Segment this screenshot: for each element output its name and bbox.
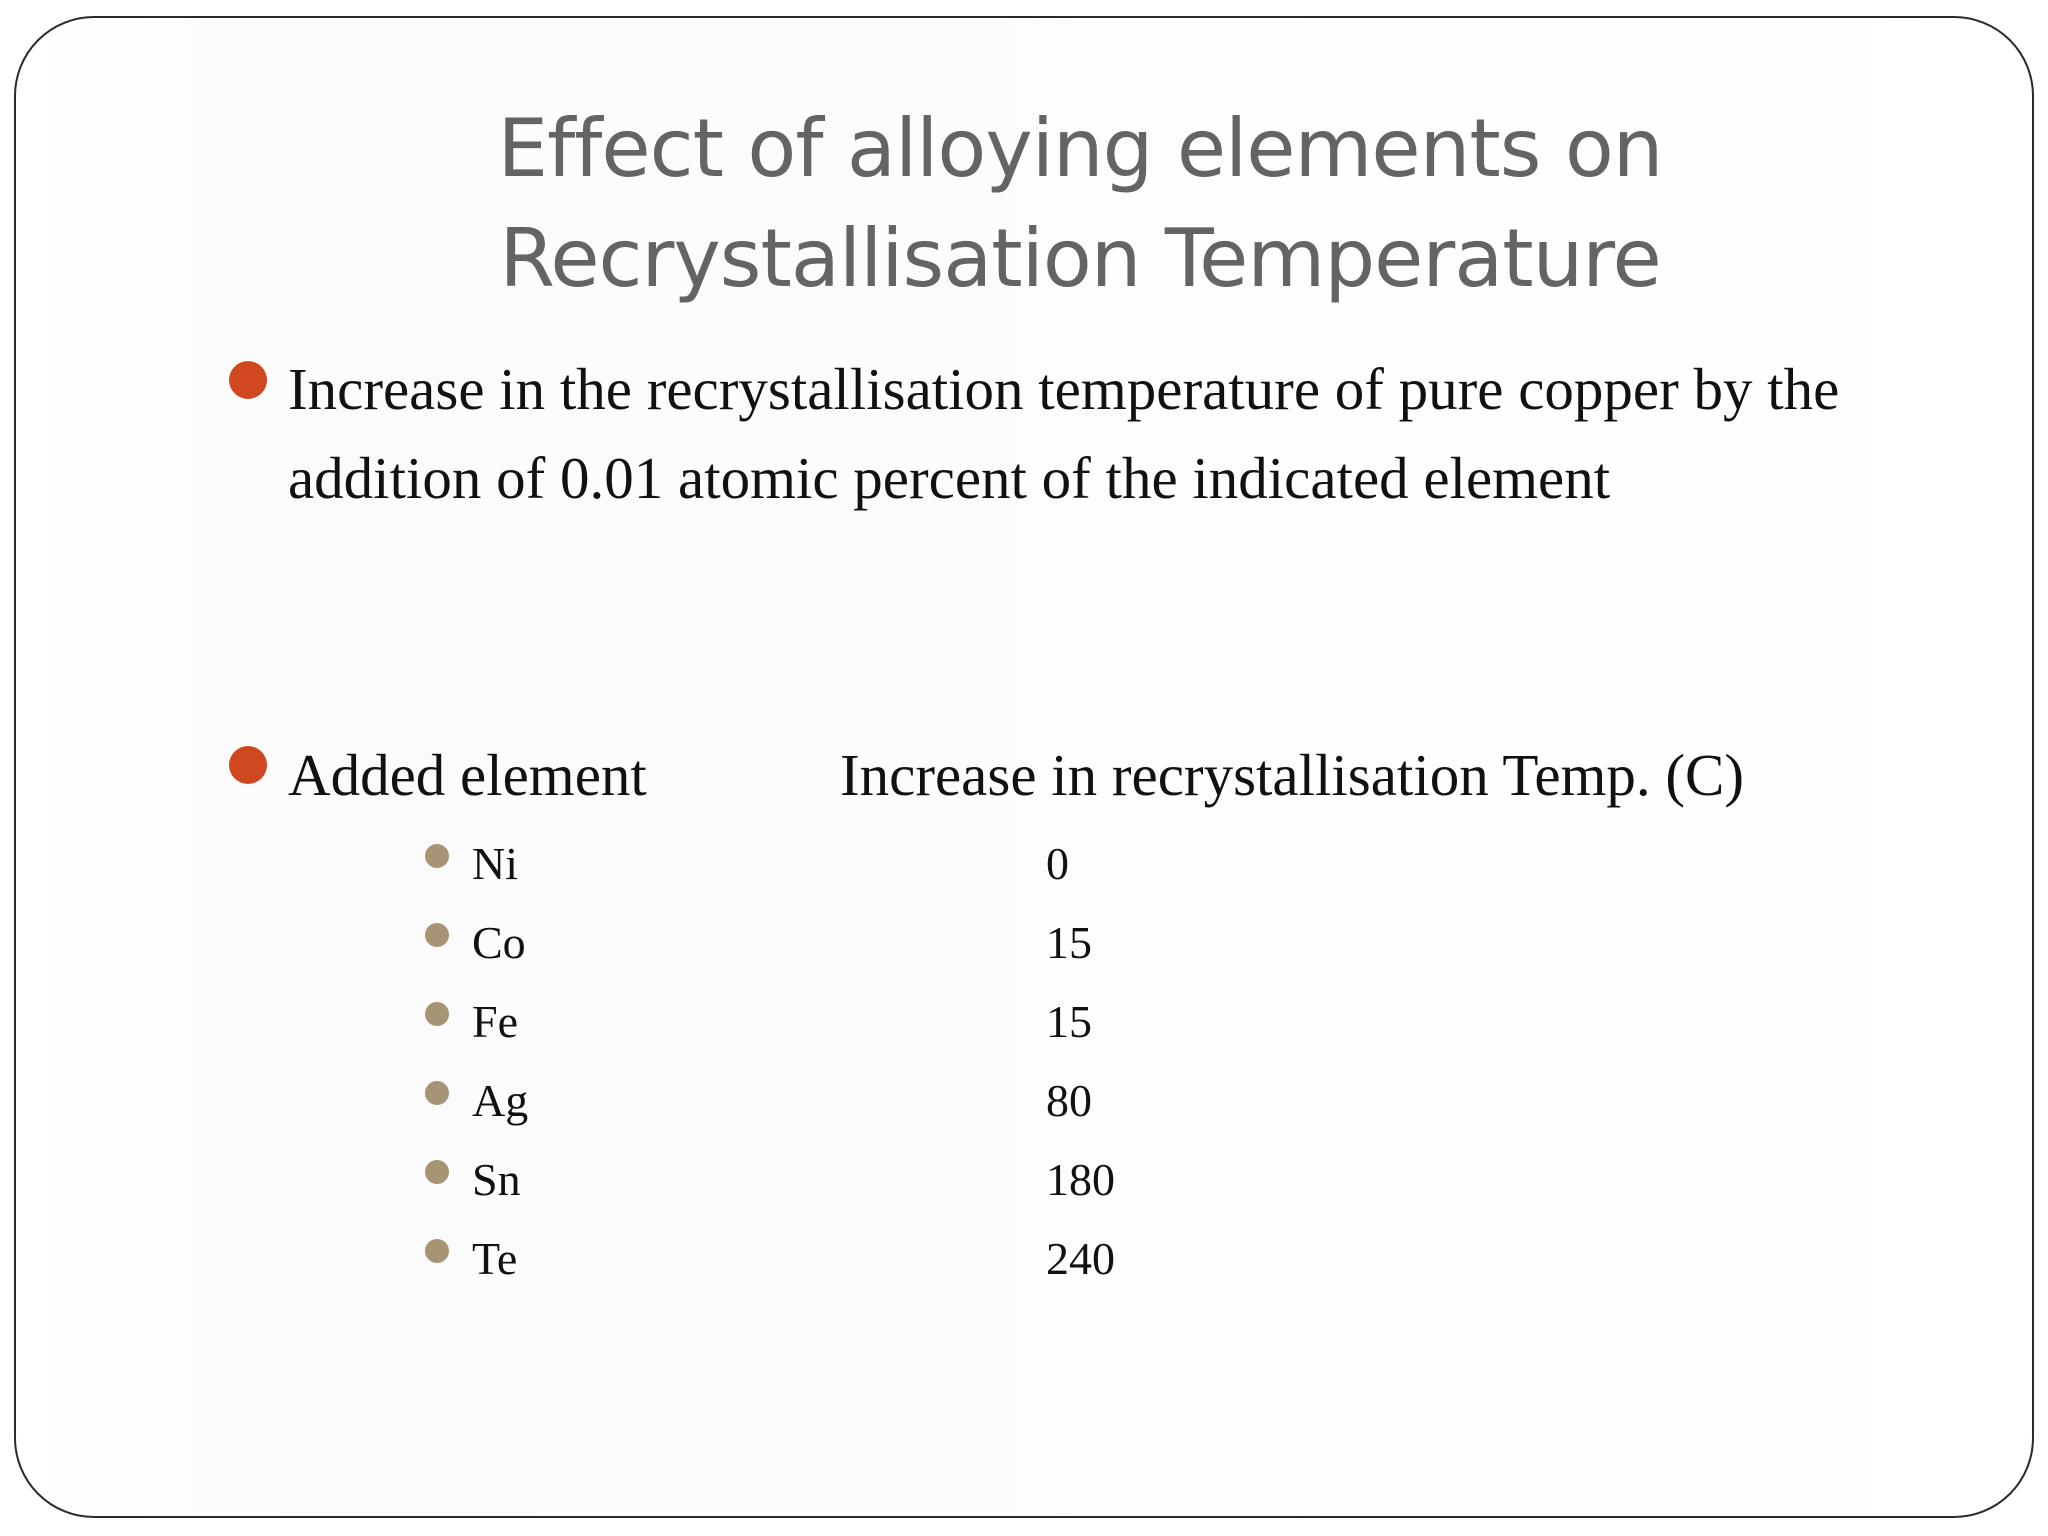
row-element: Co: [472, 917, 526, 968]
row-element: Sn: [472, 1154, 521, 1205]
row-element: Te: [472, 1233, 518, 1284]
title-line-1: Effect of alloying elements on: [497, 102, 1663, 195]
bullet-dot-secondary: [425, 1002, 449, 1026]
table-header-increase: Increase in recrystallisation Temp. (C): [840, 742, 1745, 808]
bullet-dot-secondary: [425, 1160, 449, 1184]
bullet-intro-text: Increase in the recrystallisation temperature of pure copper by the addition of 0.01 atomic percent of the indicated element: [288, 356, 1840, 511]
slide-title: [0, 94, 2048, 314]
row-value: 0: [1046, 838, 1069, 889]
row-element: Ag: [472, 1075, 529, 1126]
row-element: Ni: [472, 838, 518, 889]
bullet-dot-secondary: [425, 923, 449, 947]
row-value: 180: [1046, 1154, 1115, 1205]
bullet-dot-primary: [229, 361, 267, 399]
row-value: 15: [1046, 996, 1092, 1047]
bullet-dot-secondary: [425, 844, 449, 868]
bullet-dot-secondary: [425, 1239, 449, 1263]
bullet-dot-secondary: [425, 1081, 449, 1105]
row-value: 15: [1046, 917, 1092, 968]
table-header-element: Added element: [288, 742, 647, 808]
row-value: 80: [1046, 1075, 1092, 1126]
title-line-2: Recrystallisation Temperature: [499, 212, 1661, 305]
bullet-dot-primary: [229, 746, 267, 784]
row-value: 240: [1046, 1233, 1115, 1284]
row-element: Fe: [472, 996, 518, 1047]
